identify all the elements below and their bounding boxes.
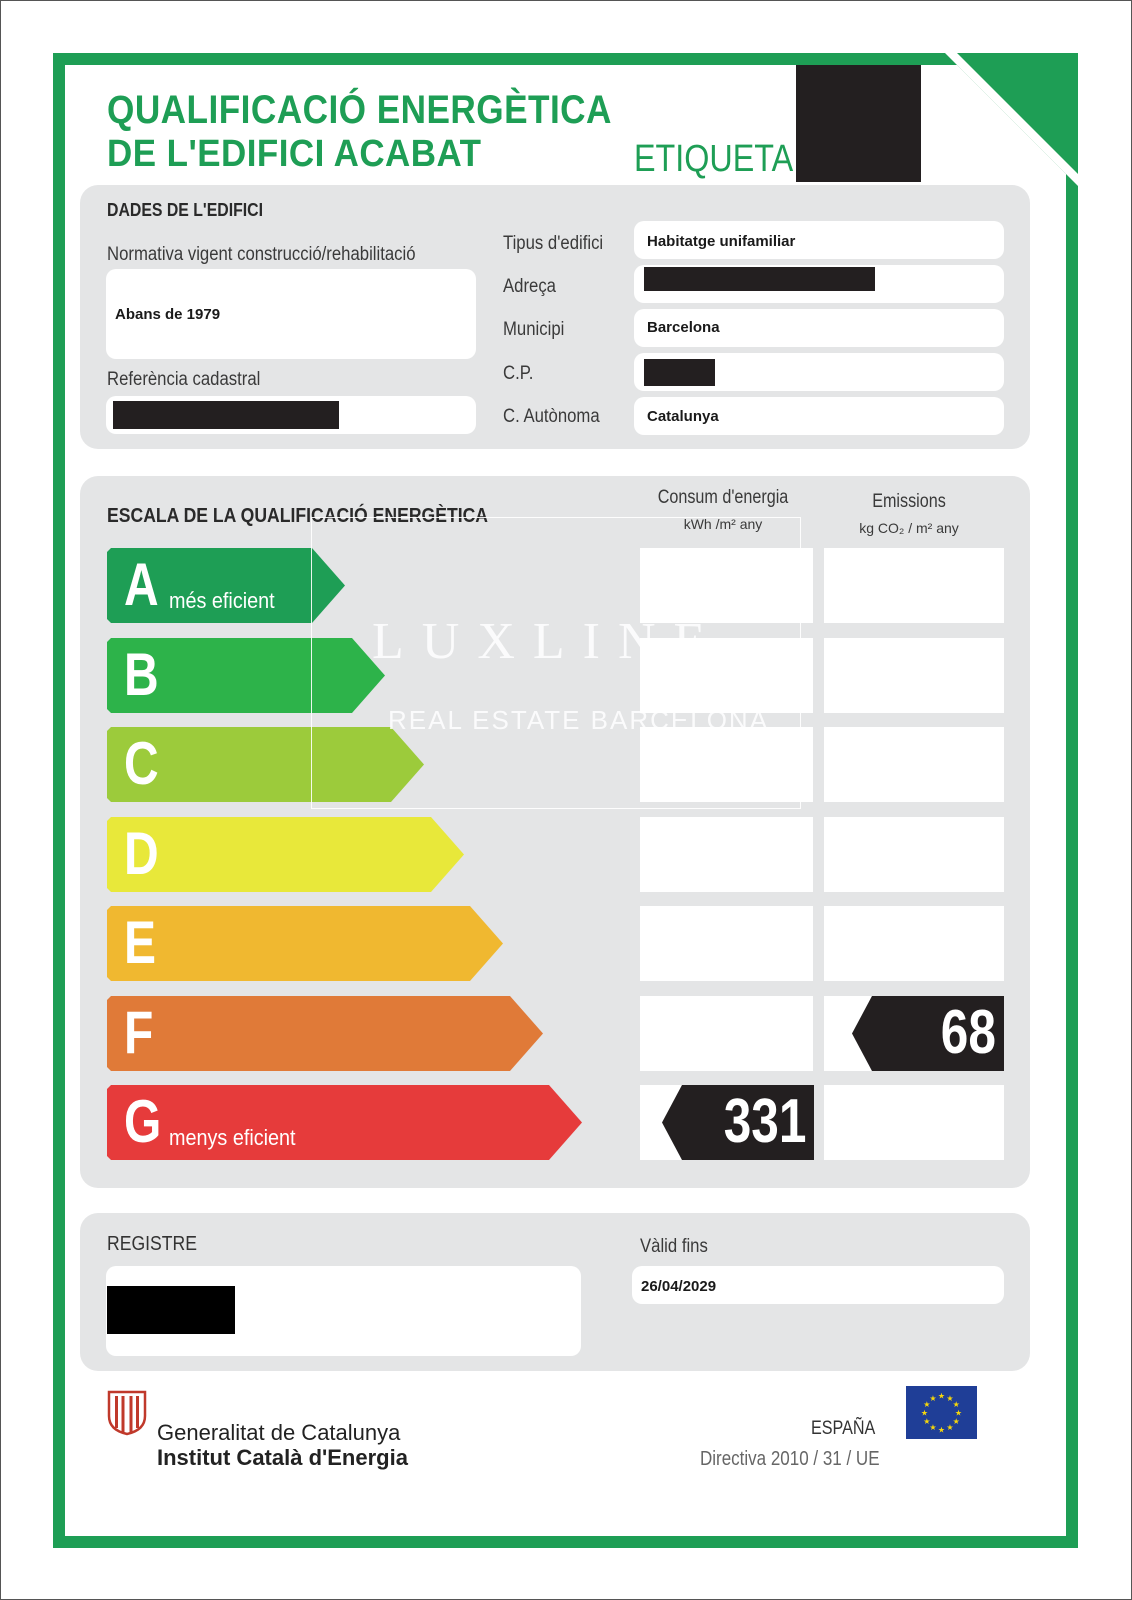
energy-class-note: més eficient <box>169 588 275 613</box>
energy-class-f <box>107 996 543 1071</box>
energy-class-letter: G <box>124 1088 162 1155</box>
consumption-cell <box>640 906 813 981</box>
eu-star: ★ <box>954 1408 963 1418</box>
eu-star: ★ <box>946 1393 954 1403</box>
valid-until-value: 26/04/2029 <box>641 1278 717 1295</box>
consumption-cell <box>640 817 813 892</box>
energy-class-arrow <box>107 996 543 1071</box>
postal-code-label: C.P. <box>503 363 534 384</box>
emissions-cell <box>824 548 1004 623</box>
building-section-title: DADES DE L'EDIFICI <box>107 200 264 220</box>
energy-class-letter: D <box>124 820 159 887</box>
autonomous-community-label: C. Autònoma <box>503 406 600 427</box>
eu-star: ★ <box>923 1400 931 1409</box>
redacted-label-number <box>796 65 921 182</box>
cadastral-label: Referència cadastral <box>107 369 261 390</box>
redacted-postal-code <box>644 359 715 386</box>
energy-class-letter: E <box>124 909 157 976</box>
energy-class-letter: A <box>124 551 159 618</box>
institute-name: Institut Català d'Energia <box>157 1445 408 1470</box>
emissions-unit: kg CO₂ / m² any <box>859 520 959 536</box>
etiqueta-label: ETIQUETA <box>634 138 794 180</box>
municipality-label: Municipi <box>503 319 565 340</box>
consumption-cell <box>640 996 813 1071</box>
energy-class-letter: F <box>124 999 154 1066</box>
regulation-value: Abans de 1979 <box>115 306 221 323</box>
regulation-label: Normativa vigent construcció/rehabilitació <box>107 244 416 265</box>
municipality-value: Barcelona <box>647 319 720 336</box>
emissions-cell <box>824 906 1004 981</box>
title-line-1: QUALIFICACIÓ ENERGÈTICA <box>107 88 612 132</box>
energy-class-e <box>107 906 503 981</box>
energy-class-letter: B <box>124 641 159 708</box>
consumption-header: Consum d'energia <box>657 487 789 508</box>
autonomous-community-value: Catalunya <box>647 408 719 425</box>
eu-star: ★ <box>952 1400 960 1409</box>
energy-class-letter: C <box>124 730 159 797</box>
catalonia-coat-of-arms-icon <box>107 1390 147 1436</box>
energy-class-note: menys eficient <box>169 1125 296 1150</box>
eu-star: ★ <box>952 1417 960 1426</box>
valid-until-label: Vàlid fins <box>640 1236 708 1257</box>
watermark-subtitle: REAL ESTATE BARCELONA <box>388 705 770 735</box>
consumption-value-marker <box>662 1085 814 1160</box>
eu-star: ★ <box>923 1417 931 1426</box>
register-label: REGISTRE <box>107 1233 197 1255</box>
eu-star: ★ <box>929 1393 937 1403</box>
emissions-cell <box>824 1085 1004 1160</box>
building-type-label: Tipus d'edifici <box>503 233 604 254</box>
redacted-address <box>644 267 875 291</box>
redacted-cadastral <box>113 401 339 429</box>
building-type-value: Habitatge unifamiliar <box>647 233 796 250</box>
emissions-value-marker <box>852 996 1004 1071</box>
directive-label: Directiva 2010 / 31 / UE <box>700 1448 880 1470</box>
energy-class-a <box>107 548 345 623</box>
consumption-unit: kWh /m² any <box>683 516 763 532</box>
address-label: Adreça <box>503 276 556 297</box>
emissions-cell <box>824 727 1004 802</box>
watermark-brand: LUXLINE <box>372 613 724 670</box>
corner-decoration <box>945 53 1078 186</box>
redacted-register <box>107 1286 235 1334</box>
energy-class-d <box>107 817 464 892</box>
country-label: ESPAÑA <box>811 1418 876 1439</box>
scale-section-title: ESCALA DE LA QUALIFICACIÓ ENERGÈTICA <box>107 505 489 527</box>
emissions-header: Emissions <box>872 491 946 512</box>
eu-star: ★ <box>920 1408 929 1418</box>
eu-star: ★ <box>946 1423 954 1433</box>
energy-class-arrow <box>107 906 503 981</box>
emissions-value: 68 <box>940 998 996 1067</box>
government-name: Generalitat de Catalunya <box>157 1420 401 1445</box>
energy-class-g <box>107 1085 582 1160</box>
eu-flag-icon <box>906 1386 977 1439</box>
title-line-2: DE L'EDIFICI ACABAT <box>107 133 482 175</box>
emissions-cell <box>824 817 1004 892</box>
emissions-cell <box>824 638 1004 713</box>
energy-class-arrow <box>107 817 464 892</box>
consumption-value: 331 <box>723 1087 806 1156</box>
eu-star: ★ <box>929 1423 937 1433</box>
eu-star: ★ <box>937 1425 946 1435</box>
eu-star: ★ <box>937 1391 946 1401</box>
